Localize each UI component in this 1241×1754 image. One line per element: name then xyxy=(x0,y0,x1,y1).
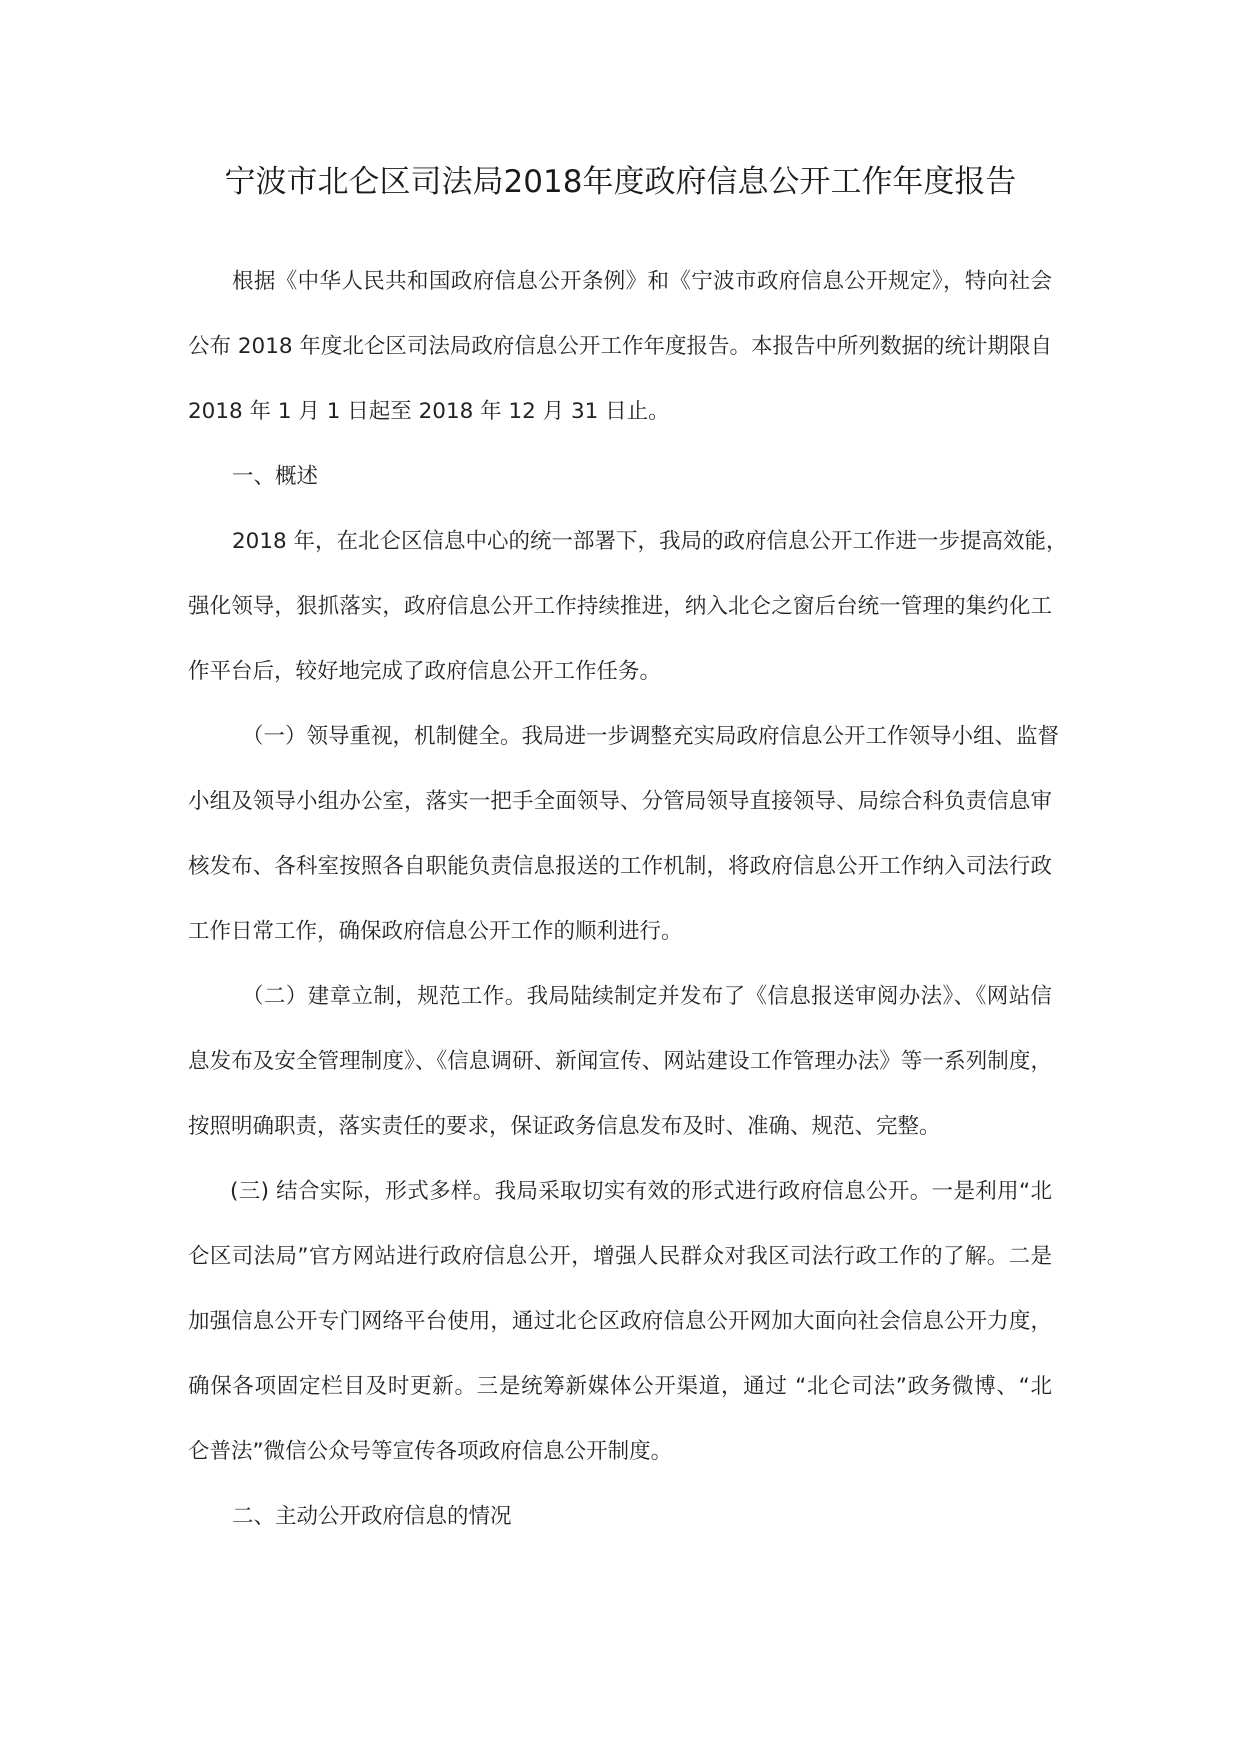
paragraph-line: 确保各项固定栏目及时更新。三是统筹新媒体公开渠道，通过 “北仑司法”政务微博、“北 xyxy=(188,1374,1052,1399)
paragraph-line: （二）建章立制，规范工作。我局陆续制定并发布了《信息报送审阅办法》、《网站信 xyxy=(242,984,1052,1009)
paragraph xyxy=(188,457,1052,522)
paragraph-line: 公布 2018 年度北仑区司法局政府信息公开工作年度报告。本报告中所列数据的统计期限自 xyxy=(188,334,1052,359)
paragraph xyxy=(188,522,1068,717)
paragraph xyxy=(188,1172,1052,1497)
section-heading: 二、主动公开政府信息的情况 xyxy=(232,1504,512,1529)
paragraph-line: 强化领导，狠抓落实，政府信息公开工作持续推进，纳入北仑之窗后台统一管理的集约化工 xyxy=(188,594,1052,619)
paragraph-line: 仑区司法局”官方网站进行政府信息公开，增强人民群众对我区司法行政工作的了解。二是 xyxy=(188,1244,1052,1269)
paragraph-line: 核发布、各科室按照各自职能负责信息报送的工作机制，将政府信息公开工作纳入司法行政 xyxy=(188,854,1052,879)
paragraph-line: 作平台后，较好地完成了政府信息公开工作任务。 xyxy=(188,659,662,684)
paragraph-line: 2018 年，在北仑区信息中心的统一部署下，我局的政府信息公开工作进一步提高效能， xyxy=(232,529,1068,554)
document-title: 宁波市北仑区司法局2018年度政府信息公开工作年度报告 xyxy=(224,164,1017,200)
paragraph-line: 工作日常工作，确保政府信息公开工作的顺利进行。 xyxy=(188,919,683,944)
paragraph-line: 息发布及安全管理制度》、《信息调研、新闻宣传、网站建设工作管理办法》等一系列制度， xyxy=(188,1049,1052,1074)
document-body xyxy=(188,262,1068,1562)
section-heading: 一、概述 xyxy=(232,464,319,489)
paragraph-line: 根据《中华人民共和国政府信息公开条例》和《宁波市政府信息公开规定》，特向社会 xyxy=(232,269,1052,294)
paragraph xyxy=(188,977,1052,1172)
paragraph-line: 按照明确职责，落实责任的要求，保证政务信息发布及时、准确、规范、完整。 xyxy=(188,1114,941,1139)
paragraph-line: 小组及领导小组办公室，落实一把手全面领导、分管局领导直接领导、局综合科负责信息审 xyxy=(188,789,1052,814)
paragraph-line: （一）领导重视，机制健全。我局进一步调整充实局政府信息公开工作领导小组、监督 xyxy=(242,724,1060,749)
paragraph-line: 加强信息公开专门网络平台使用，通过北仑区政府信息公开网加大面向社会信息公开力度， xyxy=(188,1309,1052,1334)
paragraph xyxy=(188,717,1060,977)
paragraph-line: (三) 结合实际，形式多样。我局采取切实有效的形式进行政府信息公开。一是利用“北 xyxy=(230,1179,1052,1204)
paragraph-line: 仑普法”微信公众号等宣传各项政府信息公开制度。 xyxy=(188,1439,673,1464)
paragraph-line: 2018 年 1 月 1 日起至 2018 年 12 月 31 日止。 xyxy=(188,399,670,424)
paragraph xyxy=(188,262,1052,457)
paragraph xyxy=(188,1497,1052,1562)
